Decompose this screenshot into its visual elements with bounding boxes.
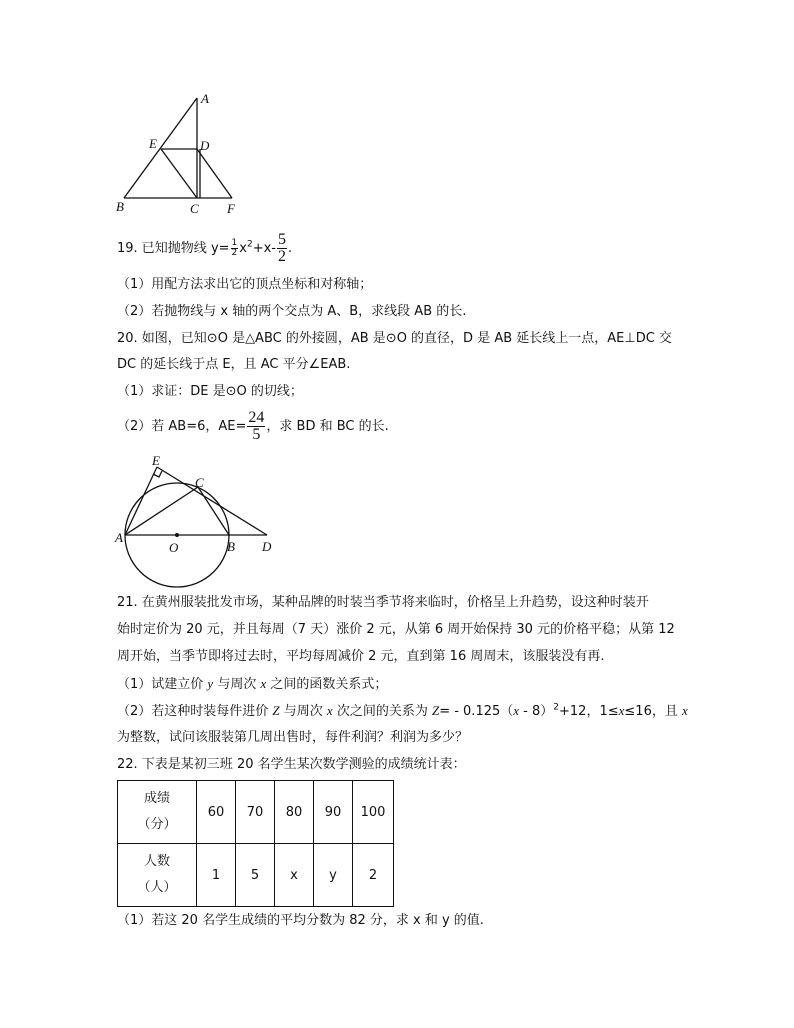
label-D: D: [262, 539, 272, 554]
table-cell: 100: [353, 781, 394, 844]
q20-frac-ae: $\frac{24}{5}$: [248, 409, 265, 443]
q21-stem-line3: 周开始，当季节即将过去时，平均每周减价 2 元，直到第 16 周周末，该服装没有再.: [117, 649, 605, 664]
score-table: [117, 780, 394, 907]
table-cell: 70: [236, 781, 275, 844]
triangle-figure: [112, 88, 252, 220]
q21-part2-line1: （2）若这种时装每件进价 Z 与周次 x 次之间的关系为 Z= - 0.125（x - 8）$^2$+12，1≤x≤16，且 x: [117, 702, 688, 719]
q22-stem: 22. 下表是某初三班 20 名学生某次数学测验的成绩统计表：: [117, 757, 466, 772]
table-cell: 60: [197, 781, 236, 844]
q21-part1: （1）试建立价 y 与周次 x 之间的函数关系式；: [117, 676, 388, 692]
table-cell: y: [314, 844, 353, 907]
table-cell: 80: [275, 781, 314, 844]
q21-stem-line2: 始时定价为 20 元，并且每周（7 天）涨价 2 元，从第 6 周开始保持 30 元的价格平稳；从第 12: [117, 622, 675, 637]
q19-lead: 19. 已知抛物线 y=: [117, 241, 230, 256]
table-header-cell: 成绩 （分）: [118, 781, 197, 844]
label-A: A: [201, 91, 209, 106]
label-C: C: [190, 201, 199, 216]
label-C: C: [195, 475, 204, 490]
label-A: A: [115, 530, 123, 545]
q21-part2-line2: 为整数，试问该服装第几周出售时，每件利润？利润为多少？: [117, 730, 469, 745]
label-B: B: [116, 199, 124, 214]
label-E: E: [149, 136, 157, 151]
circle-tangent-figure: [112, 452, 282, 588]
q20-stem-line1: 20. 如图，已知⊙O 是△ABC 的外接圆，AB 是⊙O 的直径，D 是 AB 延长线上一点，AE⊥DC 交: [117, 331, 672, 346]
q20-part1: （1）求证：DE 是⊙O 的切线；: [117, 384, 303, 399]
q19-frac-half: $\frac{1}{2}$: [231, 238, 238, 258]
table-cell: 1: [197, 844, 236, 907]
label-E: E: [152, 453, 160, 468]
table-cell: 2: [353, 844, 394, 907]
q19-part2: （2）若抛物线与 x 轴的两个交点为 A、B，求线段 AB 的长.: [117, 304, 467, 319]
table-header-cell: 人数 （人）: [118, 844, 197, 907]
label-O: O: [169, 540, 179, 555]
table-cell: 5: [236, 844, 275, 907]
label-F: F: [227, 201, 235, 216]
table-row: [118, 844, 394, 907]
q19-frac-five-halves: $\frac{5}{2}$: [277, 231, 286, 265]
label-B: B: [227, 539, 235, 554]
q19-part1: （1）用配方法求出它的顶点坐标和对称轴；: [117, 277, 373, 292]
q22-part1: （1）若这 20 名学生成绩的平均分数为 82 分，求 x 和 y 的值.: [117, 913, 484, 928]
q19-stem: 19. 已知抛物线 y= $\frac{1}{2}$ $x^2+x-$ $\frac{5}{2}$ .: [117, 231, 293, 265]
q21-stem-line1: 21. 在黄州服装批发市场，某种品牌的时装当季节将来临时，价格呈上升趋势，设这种时装开: [117, 595, 649, 610]
table-cell: 90: [314, 781, 353, 844]
table-row: [118, 781, 394, 844]
table-cell: x: [275, 844, 314, 907]
q20-stem-line2: DC 的延长线于点 E，且 AC 平分∠EAB.: [117, 357, 351, 372]
label-D: D: [200, 138, 210, 153]
q20-part2: （2）若 AB=6，AE= $\frac{24}{5}$ ，求 BD 和 BC 的长.: [117, 409, 389, 443]
